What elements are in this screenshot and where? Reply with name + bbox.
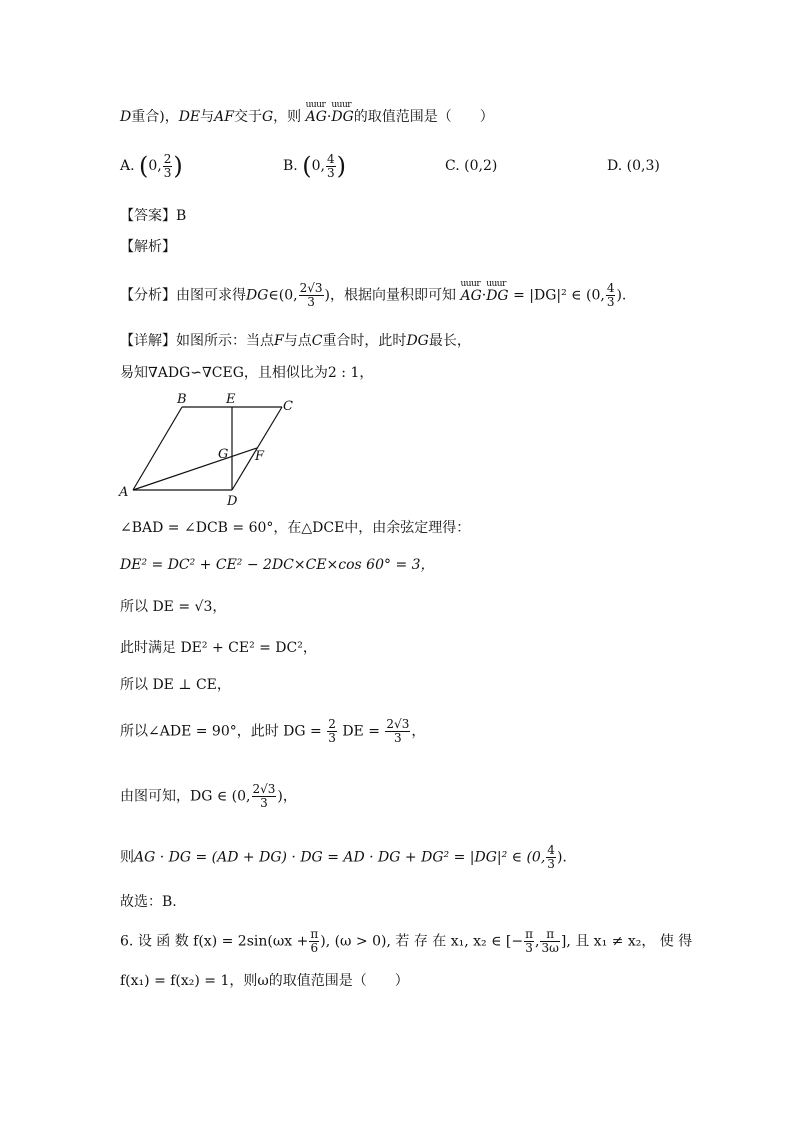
label-e: E	[226, 392, 236, 407]
from-figure-line: 由图可知，DG ∈ (0, $\frac{2√3}{3}$ )，	[120, 782, 297, 810]
label-f: F	[255, 449, 265, 464]
satisfy-line: 此时满足 DE² + CE² = DC²，	[120, 640, 317, 656]
question5-stem-tail: D重合)，DE与AF交于G，则 uuur AG·uuur DG的取值范围是（ ）	[120, 106, 494, 128]
option-d[interactable]: D. (0,3)	[607, 158, 660, 174]
label-a: A	[119, 485, 129, 500]
angle-ade-line: 所以∠ADE = 90°，此时 DG = $\frac{2}{3}$ DE = $\frac{2√3}{3}$ ，	[120, 717, 426, 745]
segment-af	[133, 448, 257, 490]
label-g: G	[218, 447, 229, 462]
analysis-heading: 【解析】	[120, 239, 176, 255]
parallelogram-diagram	[115, 390, 305, 508]
final-expression-line: 则AG · DG = (AD + DG) · DG = AD · DG + DG² = |DG|² ∈ (0, $\frac{4}{3}$ ).	[120, 843, 567, 871]
option-a[interactable]: A. (0, $\frac{2}{3}$ )	[120, 151, 183, 180]
label-c: C	[283, 399, 293, 414]
choose-line: 故选：B.	[120, 894, 177, 910]
label-d: D	[227, 494, 238, 508]
perp-line: 所以 DE ⊥ CE，	[120, 677, 231, 693]
answer-line: 【答案】B	[120, 208, 187, 224]
question6-stem-line2: f(x₁) = f(x₂) = 1，则ω的取值范围是（ ）	[120, 973, 409, 989]
so-de-line: 所以 DE = √3，	[120, 599, 227, 615]
similar-line: 易知∇ADG∽∇CEG，且相似比为2 : 1，	[120, 365, 374, 381]
cosine-law-line: DE² = DC² + CE² − 2DC×CE×cos 60° = 3，	[120, 557, 435, 573]
option-c[interactable]: C. (0,2)	[445, 158, 498, 174]
detail-line: 【详解】如图所示：当点F与点C重合时，此时DG最长，	[120, 333, 471, 349]
edge-ab	[133, 407, 182, 490]
vector-dg: uuur DG	[331, 106, 353, 128]
option-b[interactable]: B. (0, $\frac{4}{3}$ )	[283, 151, 346, 180]
angle-line: ∠BAD = ∠DCB = 60°，在△DCE中，由余弦定理得：	[120, 520, 471, 536]
label-b: B	[177, 392, 187, 407]
fenxi-line: 【分析】由图可求得DG∈(0, $\frac{2√3}{3}$ )，根据向量积即可知 uuur AG·uuur DG = |DG|² ∈ (0, $\frac{4}{3}$ ).	[120, 282, 626, 309]
vector-ag: uuur AG	[306, 106, 327, 128]
question6-stem: 6. 设 函 数 f(x) = 2sin(ωx + $\frac{\pi}{6}$ ), (ω > 0), 若 存 在 x₁, x₂ ∈ [− $\frac{\pi}{3}$ , $\frac{\pi}{3\omega}$ ], 且 x₁ ≠ x₂， 使 得	[120, 927, 693, 955]
